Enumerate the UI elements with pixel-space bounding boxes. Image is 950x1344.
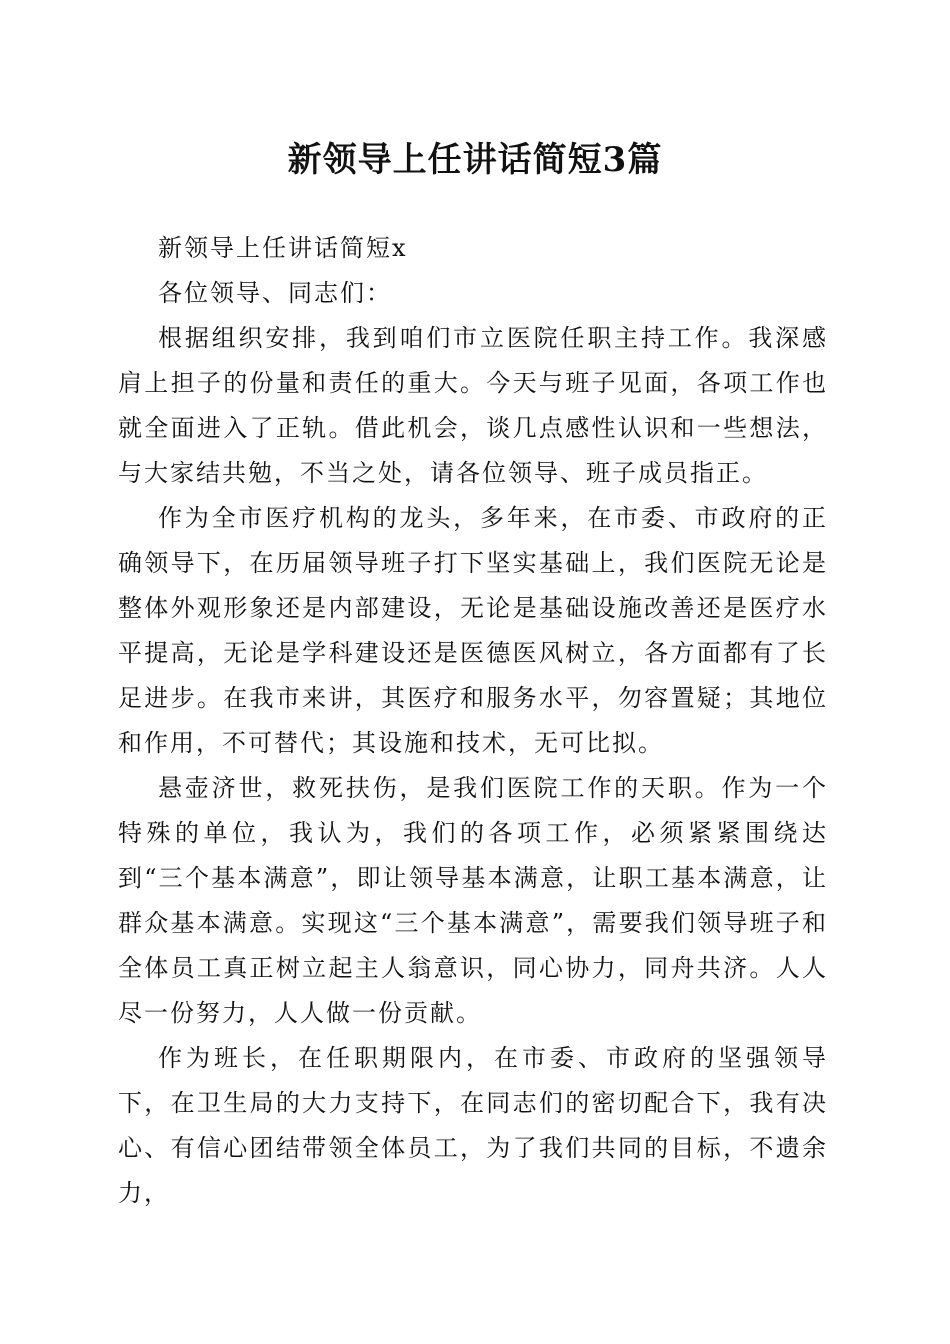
- document-title: 新领导上任讲话简短3篇: [287, 140, 663, 180]
- subtitle-line: 新领导上任讲话简短x: [158, 234, 408, 262]
- document-body: [118, 226, 828, 1216]
- paragraph: 根据组织安排，我到咱们市立医院任职主持工作。我深感肩上担子的份量和责任的重大。今天与班子见面，各项工作也就全面进入了正轨。借此机会，谈几点感性认识和一些想法，与大家结共勉，不当之处，请各位领导、班子成员指正。: [118, 324, 828, 487]
- salutation: 各位领导、同志们：: [158, 279, 392, 307]
- paragraph: 作为班长，在任职期限内，在市委、市政府的坚强领导下，在卫生局的大力支持下，在同志们的密切配合下，我有决心、有信心团结带领全体员工，为了我们共同的目标，不遗余力，: [118, 1044, 828, 1207]
- paragraph: 悬壶济世，救死扶伤，是我们医院工作的天职。作为一个特殊的单位，我认为，我们的各项工作，必须紧紧围绕达到“三个基本满意”，即让领导基本满意，让职工基本满意，让群众基本满意。实现这“三个基本满意”，需要我们领导班子和全体员工真正树立起主人翁意识，同心协力，同舟共济。人人尽一份努力，人人做一份贡献。: [118, 774, 828, 1027]
- paragraph: 作为全市医疗机构的龙头，多年来，在市委、市政府的正确领导下，在历届领导班子打下坚实基础上，我们医院无论是整体外观形象还是内部建设，无论是基础设施改善还是医疗水平提高，无论是学科建设还是医德医风树立，各方面都有了长足进步。在我市来讲，其医疗和服务水平，勿容置疑；其地位和作用，不可替代；其设施和技术，无可比拟。: [118, 504, 828, 757]
